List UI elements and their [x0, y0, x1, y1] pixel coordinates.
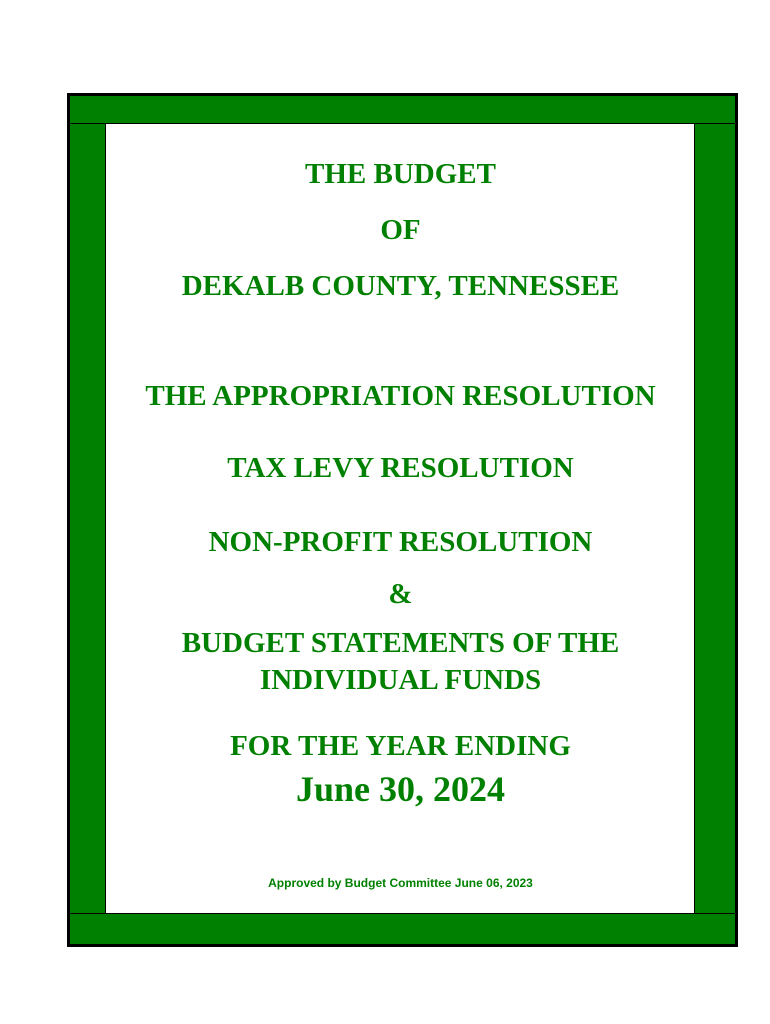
- cover-content: [105, 122, 696, 913]
- statements-line-1: BUDGET STATEMENTS OF THE: [181, 627, 620, 659]
- ampersand: &: [388, 578, 413, 610]
- frame-right-bar: [694, 95, 736, 945]
- frame-left-bar: [69, 95, 106, 945]
- non-profit-resolution: NON-PROFIT RESOLUTION: [208, 526, 593, 558]
- title-line-3: DEKALB COUNTY, TENNESSEE: [181, 270, 620, 302]
- title-line-1: THE BUDGET: [305, 158, 496, 190]
- frame-top-bar: [69, 95, 736, 124]
- statements-line-2: INDIVIDUAL FUNDS: [259, 664, 542, 696]
- approval-note: Approved by Budget Committee June 06, 2023: [268, 876, 533, 890]
- appropriation-resolution: THE APPROPRIATION RESOLUTION: [145, 380, 656, 412]
- fiscal-year-date: June 30, 2024: [295, 769, 506, 809]
- tax-levy-resolution: TAX LEVY RESOLUTION: [227, 452, 574, 484]
- title-line-2: OF: [380, 214, 421, 246]
- year-ending-label: FOR THE YEAR ENDING: [230, 730, 571, 762]
- frame-bottom-bar: [69, 913, 736, 945]
